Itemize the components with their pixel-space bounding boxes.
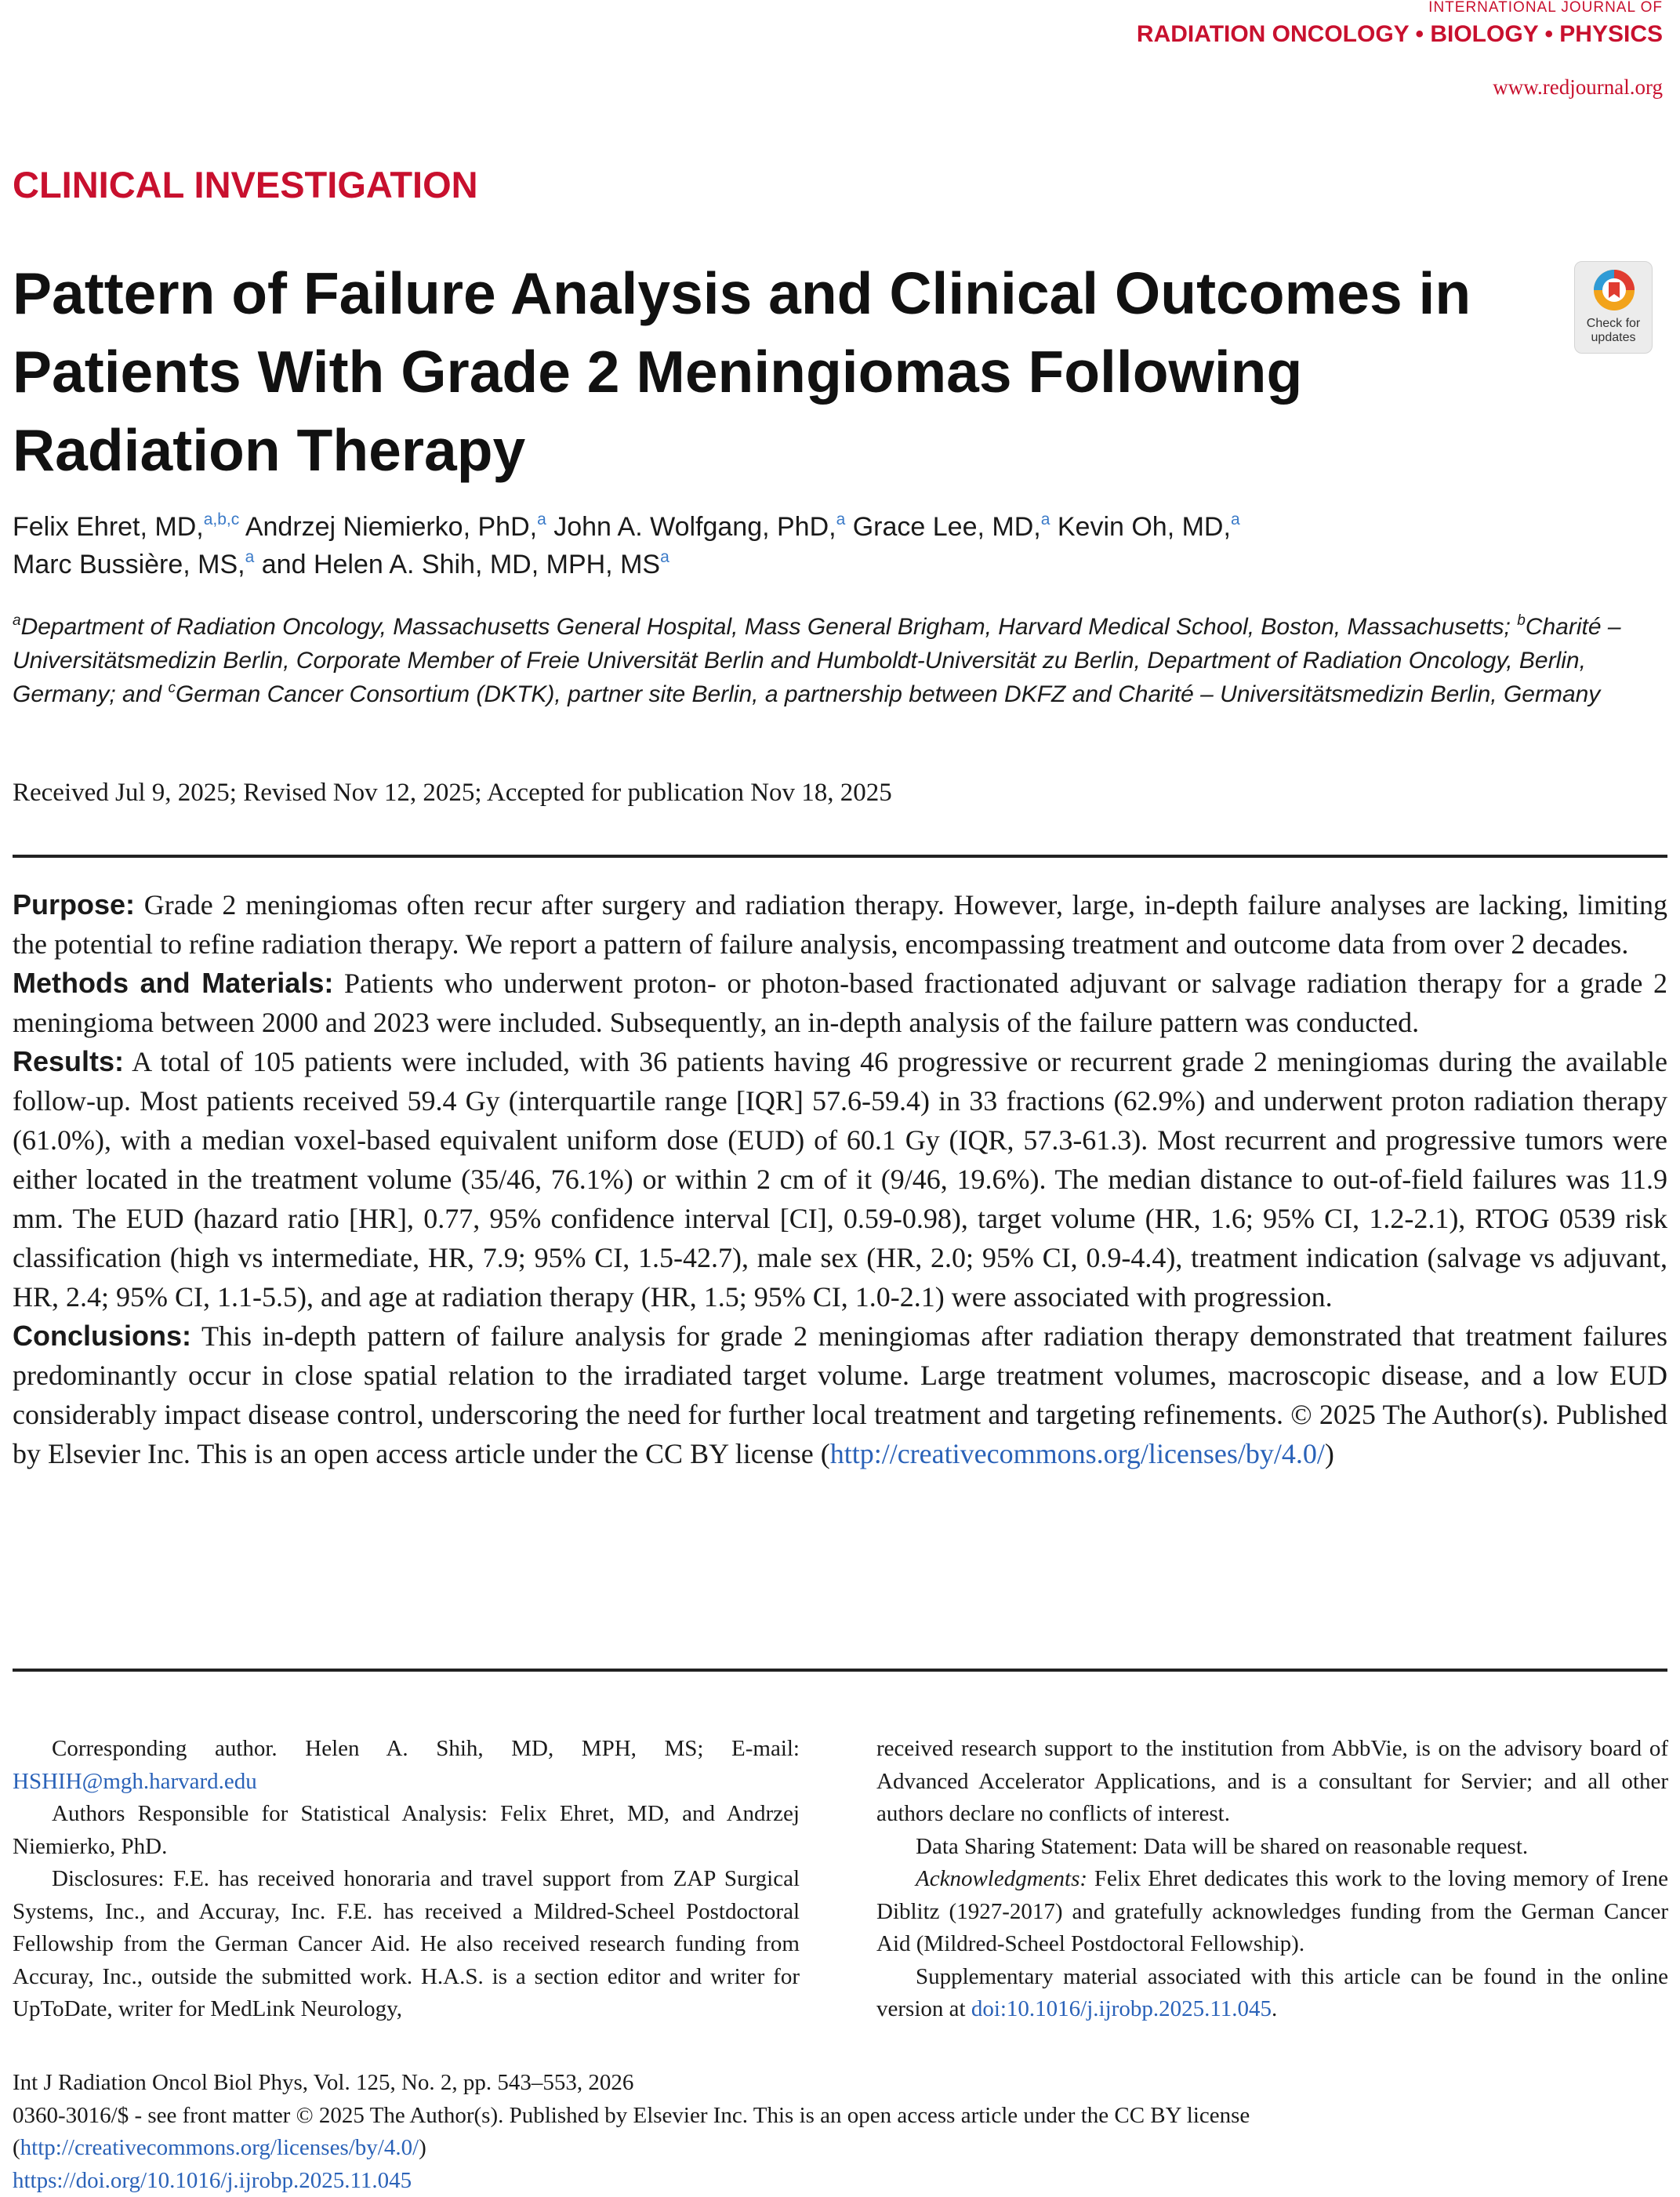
author: Felix Ehret, MD, [13, 512, 204, 542]
supplementary-doi-link[interactable]: doi:10.1016/j.ijrobp.2025.11.045 [971, 1996, 1272, 2021]
abstract [13, 885, 1667, 1473]
received-dates: Received Jul 9, 2025; Revised Nov 12, 2025; Accepted for publication Nov 18, 2025 [13, 779, 892, 807]
journal-name-line2: RADIATION ONCOLOGY • BIOLOGY • PHYSICS [1136, 21, 1663, 47]
acknowledgments-heading: Acknowledgments: [916, 1866, 1088, 1891]
corresponding-author-note [13, 1733, 800, 1798]
citation-journal: Int J Radiation Oncol Biol Phys, Vol. 125, No. 2, pp. 543–553, 2026 [13, 2070, 634, 2095]
abstract-purpose [13, 885, 1667, 964]
author: Kevin Oh, MD, [1057, 512, 1231, 542]
footnote-text: Felix Ehret dedicates this work to the loving memory of Irene Diblitz (1927-2017) and gratefully acknowledges funding from the German Cancer Aid (Mildred-Scheel Postdoctoral Fellowship). [876, 1866, 1668, 1956]
author: John A. Wolfgang, PhD, [553, 512, 836, 542]
author: Andrzej Niemierko, PhD, [245, 512, 538, 542]
author: and Helen A. Shih, MD, MPH, MS [261, 550, 661, 579]
supplementary-note [876, 1961, 1668, 2026]
abstract-heading: Results: [13, 1045, 125, 1077]
disclosures-note: Disclosures: F.E. has received honoraria and travel support from ZAP Surgical Systems, Inc., and Accuray, Inc. F.E. has received a Mildred-Scheel Postdoctoral Fellowship from the German Cancer Aid. He also received research funding from Accuray, Inc., outside the submitted work. H.A.S. is a section editor and writer for UpToDate, writer for MedLink Neurology, [13, 1866, 800, 2021]
divider [13, 855, 1667, 858]
author-affiliation-marker[interactable]: a [1230, 510, 1240, 528]
author-affiliation-marker[interactable]: a [245, 548, 255, 566]
author-affiliation-marker[interactable]: a [660, 548, 669, 566]
footnotes-left-column [13, 1733, 800, 2026]
abstract-methods [13, 964, 1667, 1042]
affiliation-text: Charité – Universitätsmedizin Berlin, Corporate Member of Freie Universität Berlin and Humboldt-Universität zu Berlin, Department of Radiation Oncology, Berlin, Germany; and [13, 614, 1621, 707]
check-for-updates-label-2: updates [1591, 331, 1636, 344]
affiliation-text: German Cancer Consortium (DKTK), partner site Berlin, a partnership between DKFZ and Charité – Universitätsmedizin Berlin, Germany [175, 681, 1601, 707]
abstract-heading: Purpose: [13, 888, 136, 921]
divider [13, 1669, 1667, 1672]
check-for-updates-label-1: Check for [1586, 317, 1641, 330]
footnotes-right-column [876, 1733, 1668, 2026]
affiliation-text: Department of Radiation Oncology, Massachusetts General Hospital, Mass General Brigham, Harvard Medical School, Boston, Massachusetts; [20, 614, 1518, 640]
abstract-heading: Methods and Materials: [13, 967, 334, 999]
citation-text: ( [13, 2135, 20, 2160]
footnote-text: Corresponding author. Helen A. Shih, MD, MPH, MS; E-mail: [52, 1736, 800, 1761]
footnote-text: Supplementary material associated with this article can be found in the online version at [876, 1963, 1668, 2021]
abstract-text: This in-depth pattern of failure analysis for grade 2 meningiomas after radiation therapy demonstrated that treatment failures predominantly occur in close spatial relation to the irradiated target volume. Large treatment volumes, macroscopic disease, and a low EUD considerably impact disease control, underscoring the need for further local treatment and targeting refinements. © 2025 The Author(s). Published by Elsevier Inc. This is an open access article under the CC BY license ( [13, 1320, 1667, 1469]
section-label: CLINICAL INVESTIGATION [13, 164, 478, 205]
license-link[interactable]: http://creativecommons.org/licenses/by/4.0/ [829, 1438, 1325, 1469]
author-affiliation-marker[interactable]: a,b,c [203, 510, 240, 528]
author: Marc Bussière, MS, [13, 550, 245, 579]
affiliation-marker: b [1517, 612, 1526, 629]
statistical-analysis-note: Authors Responsible for Statistical Analysis: Felix Ehret, MD, and Andrzej Niemierko, PhD. [13, 1801, 800, 1859]
affiliation-marker: a [13, 612, 21, 629]
data-sharing-note: Data Sharing Statement: Data will be shared on reasonable request. [916, 1833, 1529, 1859]
author-affiliation-marker[interactable]: a [537, 510, 546, 528]
abstract-text: Patients who underwent proton- or photon-based fractionated adjuvant or salvage radiation therapy for a grade 2 meningioma between 2000 and 2023 were included. Subsequently, an in-depth analysis of the failure pattern was conducted. [13, 968, 1668, 1038]
author: Grace Lee, MD, [852, 512, 1041, 542]
journal-url-link[interactable]: www.redjournal.org [1493, 75, 1663, 99]
journal-name-line1: INTERNATIONAL JOURNAL OF [1428, 0, 1663, 16]
citation-license-link-line [13, 2132, 1667, 2165]
citation-text: ) [419, 2135, 426, 2160]
email-link[interactable]: HSHIH@mgh.harvard.edu [13, 1768, 257, 1794]
author-list [13, 508, 1643, 583]
article-title: Pattern of Failure Analysis and Clinical Outcomes in Patients With Grade 2 Meningiomas Following Radiation Therapy [13, 260, 1471, 483]
citation-block [13, 2067, 1667, 2197]
doi-link[interactable]: https://doi.org/10.1016/j.ijrobp.2025.11.045 [13, 2167, 412, 2193]
footnote-text: . [1272, 1996, 1278, 2021]
abstract-text: ) [1324, 1438, 1334, 1469]
license-link[interactable]: http://creativecommons.org/licenses/by/4.0/ [20, 2135, 419, 2160]
acknowledgments-note [876, 1863, 1668, 1961]
abstract-heading: Conclusions: [13, 1320, 192, 1352]
author-affiliation-marker[interactable]: a [1040, 510, 1050, 528]
abstract-conclusions [13, 1316, 1667, 1473]
disclosures-continued: received research support to the institution from AbbVie, is on the advisory board of Advanced Accelerator Applications, and is a consultant for Servier; and all other authors declare no conflicts of interest. [876, 1736, 1668, 1826]
abstract-text: A total of 105 patients were included, with 36 patients having 46 progressive or recurrent grade 2 meningiomas during the available follow-up. Most patients received 59.4 Gy (interquartile range [IQR] 57.6-59.4) in 33 fractions (62.9%) and underwent proton radiation therapy (61.0%), with a median voxel-based equivalent uniform dose (EUD) of 60.1 Gy (IQR, 57.3-61.3). Most recurrent and progressive tumors were either located in the treatment volume (35/46, 76.1%) or within 2 cm of it (9/46, 19.6%). The median distance to out-of-field failures was 11.9 mm. The EUD (hazard ratio [HR], 0.77, 95% confidence interval [CI], 0.59-0.98), target volume (HR, 1.6; 95% CI, 1.2-2.1), RTOG 0539 risk classification (high vs intermediate, HR, 7.9; 95% CI, 1.5-42.7), male sex (HR, 2.0; 95% CI, 0.9-4.4), treatment indication (salvage vs adjuvant, HR, 2.4; 95% CI, 1.1-5.5), and age at radiation therapy (HR, 1.5; 95% CI, 1.0-2.1) were associated with progression. [13, 1046, 1667, 1313]
check-for-updates-button[interactable] [1574, 261, 1653, 354]
abstract-text: Grade 2 meningiomas often recur after surgery and radiation therapy. However, large, in-depth failure analyses are lacking, limiting the potential to refine radiation therapy. We report a pattern of failure analysis, encompassing treatment and outcome data from over 2 decades. [13, 889, 1667, 960]
affiliations [13, 610, 1643, 711]
affiliation-marker: c [168, 680, 176, 696]
citation-license: 0360-3016/$ - see front matter © 2025 The Author(s). Published by Elsevier Inc. This is an open access article under the CC BY license [13, 2102, 1250, 2128]
abstract-results [13, 1042, 1667, 1316]
check-for-updates-icon [1592, 268, 1636, 315]
author-affiliation-marker[interactable]: a [836, 510, 846, 528]
